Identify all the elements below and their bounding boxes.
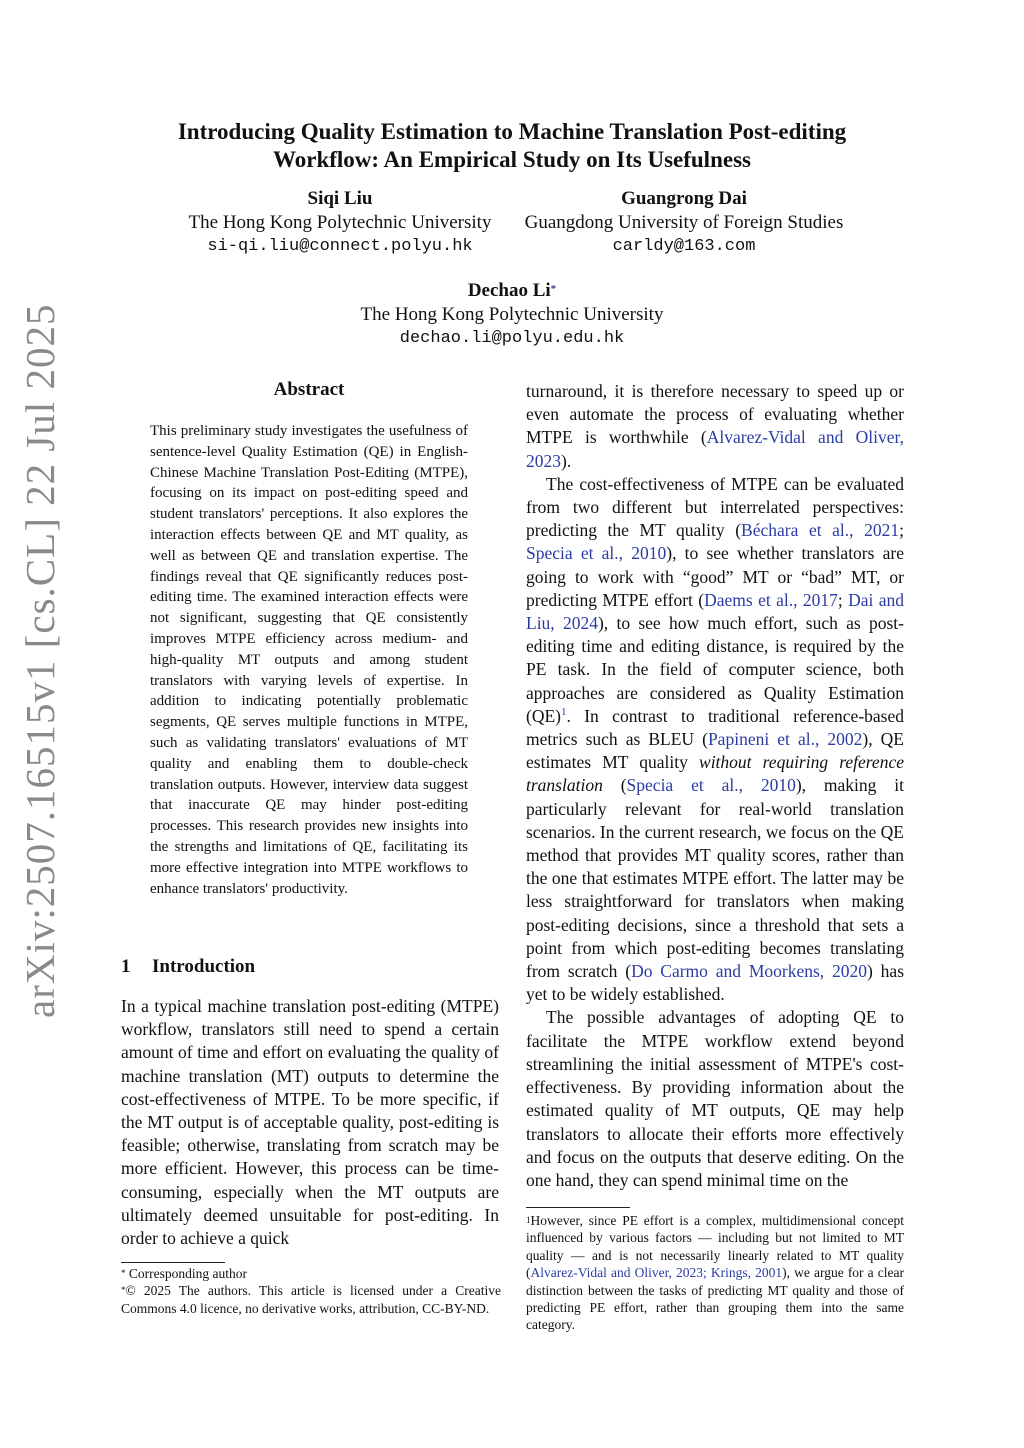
citation-link[interactable]: Do Carmo and Moorkens, 2020 [631, 961, 868, 982]
citation-link[interactable]: Papineni et al., 2002 [707, 729, 863, 750]
footnote-1: $^1$However, since PE effort is a complex, multidimensional concept influenced by various factors — including but not limited to MT quality — and is not necessarily linearly related to MT quality (Alvarez-Vidal and Oliver, 2023; Krings, 2001), we argue for a clear distinction between the tasks of predicting MT quality and those of predicting PE effort, rather than grouping them into the same category. [526, 1213, 904, 1333]
author-affiliation: The Hong Kong Polytechnic University [188, 212, 492, 233]
corresponding-author-mark[interactable]: * [550, 283, 557, 295]
intro-right-column [526, 380, 904, 1192]
author-block-2 [506, 187, 862, 259]
intro-paragraph-2: The cost-effectiveness of MTPE can be evaluated from two different but interrelated perspectives: predicting the MT quality (Béchara et al., 2021; Specia et al., 2010), to see whether translators are going to work with “good” MT or “bad” MT, or predicting MTPE effort (Daems et al., 2017; Dai and Liu, 2024), to see how much effort, such as post-editing time and editing distance, is required by the PE task. In the field of computer science, both approaches are considered as Quality Estimation (QE)$^1$. In contrast to traditional reference-based metrics such as BLEU (Papineni et al., 2002), QE estimates MT quality without requiring reference translation (Specia et al., 2010), making it particularly relevant for real-world translation scenarios. In the current research, we focus on the QE method that provides MT quality scores, rather than the one that estimates MTPE effort. The latter may be less straightforward for translators when making post-editing decisions, since a threshold that sets a point from which post-editing becomes translating from scratch (Do Carmo and Moorkens, 2020) has yet to be widely established. [526, 473, 905, 1005]
footnote-divider-left [121, 1262, 225, 1263]
footnote-corresponding: * Corresponding author [121, 1266, 247, 1281]
citation-link[interactable]: Specia et al., 2010 [626, 775, 796, 796]
author-affiliation: The Hong Kong Polytechnic University [360, 304, 664, 325]
author-email[interactable]: si-qi.liu@connect.polyu.hk [207, 237, 473, 256]
arxiv-identifier: arXiv:2507.16515v1 [cs.CL] 22 Jul 2025 [17, 303, 63, 1018]
footnote-number: 1 [526, 1215, 531, 1225]
footnotes-left [121, 1265, 501, 1317]
footnote-ref[interactable]: 1 [560, 706, 567, 719]
author-email[interactable]: carldy@163.com [612, 237, 756, 256]
citation-link[interactable]: Daems et al., 2017 [704, 589, 838, 610]
title-line-1: Introducing Quality Estimation to Machine Translation Post-editing [177, 119, 847, 144]
author-affiliation: Guangdong University of Foreign Studies [524, 212, 844, 233]
citation-link[interactable]: Alvarez-Vidal and Oliver, 2023; Krings, 2001 [530, 1265, 783, 1281]
citation-link[interactable]: Alvarez-Vidal and Oliver, 2023 [526, 427, 904, 471]
abstract-text: This preliminary study investigates the usefulness of sentence-level Quality Estimation (QE) in English-Chinese Machine Translation Post-Editing (MTPE), focusing on its impact on post-editing speed and student translators' perceptions. It also explores the interaction effects between QE and MT quality, as well as between QE and translation expertise. The findings reveal that QE significantly reduces post-editing time. The examined interaction effects were not significant, suggesting that QE consistently improves MTPE efficiency across medium- and high-quality MT outputs and among student translators with varying levels of expertise. In addition to indicating potentially problematic segments, QE serves multiple functions in MTPE, such as validating translators' evaluations of MT quality and enabling them to double-check translation outputs. However, interview data suggest that inaccurate QE may hinder post-editing processes. This research provides new insights into the strengths and limitations of QE, facilitating its more effective integration into MTPE workflows to enhance translators' productivity. [150, 423, 468, 897]
paper-title [120, 118, 904, 174]
section-title: Introduction [152, 956, 256, 977]
author-name-row [312, 279, 712, 303]
intro-paragraph-1: In a typical machine translation post-editing (MTPE) workflow, translators still need to spend a certain amount of time and effort on evaluating the quality of machine translation (MT) outputs to determine the cost-effectiveness of MTPE. To be more specific, if the MT output is of acceptable quality, post-editing is feasible; otherwise, translating from scratch may be more efficient. However, this process can be time-consuming, especially when the MT outputs are ultimately deemed unsuitable for post-editing. In order to achieve a quick [121, 996, 499, 1249]
citation-link[interactable]: Béchara et al., 2021 [741, 520, 900, 541]
title-line-2: Workflow: An Empirical Study on Its Usefulness [273, 147, 751, 172]
abstract-heading: Abstract [273, 379, 345, 400]
footnote-divider-right [526, 1207, 630, 1208]
author-block-3 [312, 279, 712, 351]
emphasis: without requiring reference translation [526, 752, 904, 796]
author-email[interactable]: dechao.li@polyu.edu.hk [399, 329, 625, 348]
intro-paragraph-continued: turnaround, it is therefore necessary to speed up or even automate the process of evaluating whether MTPE is worthwhile (Alvarez-Vidal and Oliver, 2023). [526, 381, 904, 471]
citation-link[interactable]: Specia et al., 2010 [526, 543, 667, 564]
author-name: Guangrong Dai [621, 188, 747, 209]
author-name: Siqi Liu [307, 188, 373, 209]
intro-left-column [121, 995, 499, 1250]
citation-link[interactable]: Dai and Liu, 2024 [526, 589, 904, 634]
footnote-license: *© 2025 The authors. This article is licensed under a Creative Commons 4.0 licence, no derivative works, attribution, CC-BY-ND. [121, 1283, 501, 1316]
intro-paragraph-3: The possible advantages of adopting QE to facilitate the MTPE workflow extend beyond streamlining the initial assessment of MTPE's cost-effectiveness. By providing information about the estimated quality of MT outputs, QE may help translators to allocate their efforts more effectively and focus on the outputs that deserve editing. On the one hand, they can spend minimal time on the [526, 1007, 904, 1190]
author-name: Dechao Li [467, 280, 551, 301]
author-block-1 [166, 187, 514, 259]
section-number: 1 [121, 956, 131, 977]
section-heading-introduction [121, 955, 499, 979]
